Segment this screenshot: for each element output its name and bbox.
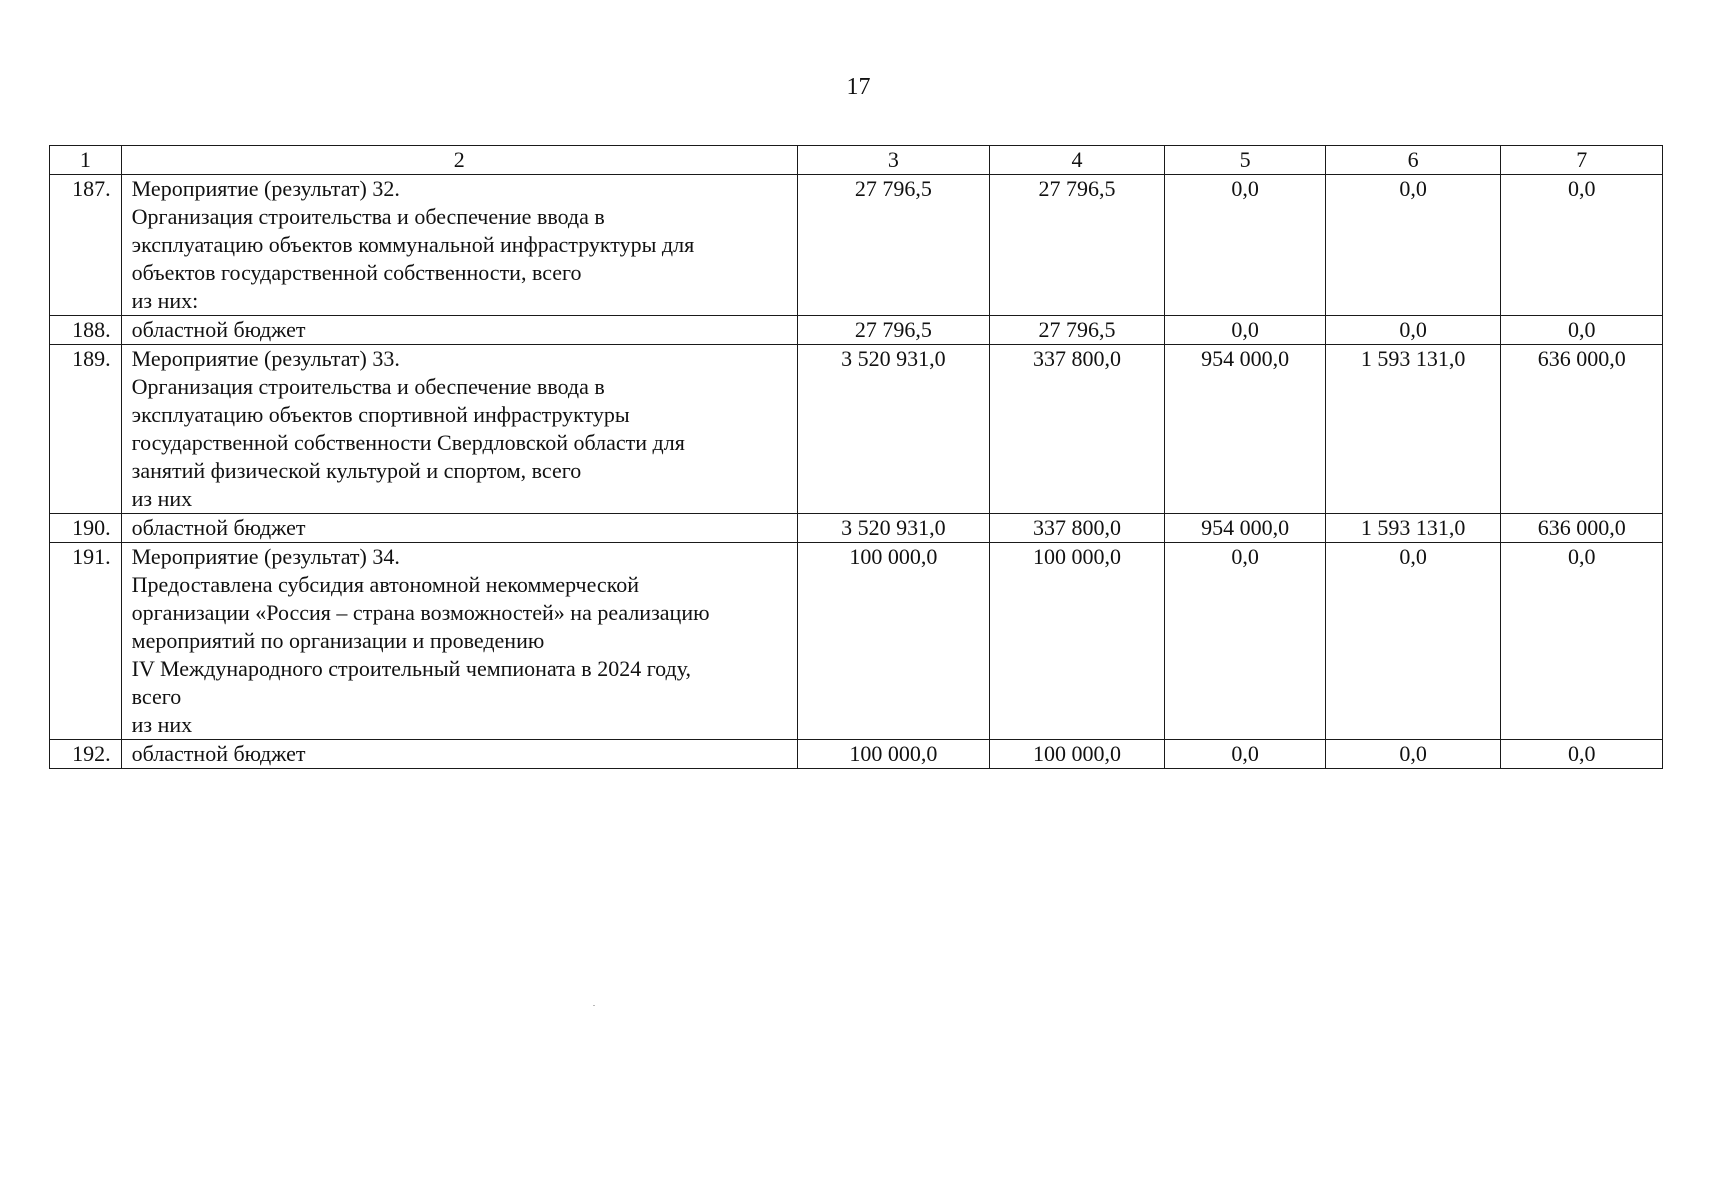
row-number: 188.	[50, 316, 122, 345]
column-header-6: 6	[1325, 146, 1501, 175]
description-line: областной бюджет	[131, 317, 306, 342]
budget-table	[49, 145, 1663, 769]
column-header-2: 2	[121, 146, 797, 175]
row-description	[121, 514, 797, 543]
description-line: из них	[131, 712, 193, 737]
row-number: 190.	[50, 514, 122, 543]
table-row	[50, 514, 1663, 543]
value-col-7: 0,0	[1501, 543, 1663, 740]
table-row	[50, 543, 1663, 740]
column-header-3: 3	[797, 146, 989, 175]
value-col-4: 27 796,5	[989, 175, 1165, 316]
value-col-5: 0,0	[1165, 175, 1325, 316]
value-col-6: 0,0	[1325, 740, 1501, 769]
value-col-4: 100 000,0	[989, 740, 1165, 769]
description-line: Организация строительства и обеспечение ввода в	[131, 374, 605, 399]
column-header-1: 1	[50, 146, 122, 175]
value-col-7: 0,0	[1501, 740, 1663, 769]
table-row	[50, 316, 1663, 345]
value-col-3: 27 796,5	[797, 175, 989, 316]
column-header-4: 4	[989, 146, 1165, 175]
description-line: Мероприятие (результат) 34.	[131, 544, 400, 569]
description-line: Организация строительства и обеспечение ввода в	[131, 204, 605, 229]
description-line: эксплуатацию объектов спортивной инфраструктуры	[131, 402, 630, 427]
value-col-6: 0,0	[1325, 543, 1501, 740]
description-line: Мероприятие (результат) 32.	[131, 176, 400, 201]
description-line: всего	[131, 684, 182, 709]
description-line: Предоставлена субсидия автономной некоммерческой	[131, 572, 640, 597]
page-number: 17	[846, 74, 871, 100]
description-line: организации «Россия – страна возможностей» на реализацию	[131, 600, 710, 625]
value-col-7: 0,0	[1501, 316, 1663, 345]
value-col-6: 0,0	[1325, 175, 1501, 316]
value-col-4: 100 000,0	[989, 543, 1165, 740]
scan-artifact	[593, 1005, 595, 1006]
value-col-3: 3 520 931,0	[797, 345, 989, 514]
value-col-7: 0,0	[1501, 175, 1663, 316]
table-header-row	[50, 146, 1663, 175]
column-header-5: 5	[1165, 146, 1325, 175]
value-col-5: 0,0	[1165, 316, 1325, 345]
description-line: государственной собственности Свердловской области для	[131, 430, 685, 455]
description-line: Мероприятие (результат) 33.	[131, 346, 400, 371]
row-description	[121, 740, 797, 769]
value-col-6: 1 593 131,0	[1325, 345, 1501, 514]
description-line: эксплуатацию объектов коммунальной инфраструктуры для	[131, 232, 695, 257]
row-number: 187.	[50, 175, 122, 316]
value-col-5: 0,0	[1165, 740, 1325, 769]
row-description	[121, 345, 797, 514]
table-row	[50, 175, 1663, 316]
value-col-3: 100 000,0	[797, 543, 989, 740]
row-description	[121, 543, 797, 740]
table-row	[50, 740, 1663, 769]
description-line: занятий физической культурой и спортом, всего	[131, 458, 582, 483]
column-header-7: 7	[1501, 146, 1663, 175]
value-col-7: 636 000,0	[1501, 514, 1663, 543]
description-line: из них:	[131, 288, 199, 313]
table-row	[50, 345, 1663, 514]
value-col-3: 100 000,0	[797, 740, 989, 769]
value-col-5: 954 000,0	[1165, 345, 1325, 514]
value-col-3: 3 520 931,0	[797, 514, 989, 543]
row-number: 189.	[50, 345, 122, 514]
row-number: 192.	[50, 740, 122, 769]
value-col-5: 954 000,0	[1165, 514, 1325, 543]
description-line: мероприятий по организации и проведению	[131, 628, 545, 653]
value-col-6: 0,0	[1325, 316, 1501, 345]
value-col-3: 27 796,5	[797, 316, 989, 345]
value-col-4: 27 796,5	[989, 316, 1165, 345]
value-col-4: 337 800,0	[989, 345, 1165, 514]
value-col-7: 636 000,0	[1501, 345, 1663, 514]
value-col-4: 337 800,0	[989, 514, 1165, 543]
row-number: 191.	[50, 543, 122, 740]
row-description	[121, 316, 797, 345]
description-line: объектов государственной собственности, всего	[131, 260, 582, 285]
description-line: IV Международного строительный чемпионата в 2024 году,	[131, 656, 692, 681]
value-col-6: 1 593 131,0	[1325, 514, 1501, 543]
description-line: областной бюджет	[131, 741, 306, 766]
description-line: областной бюджет	[131, 515, 306, 540]
description-line: из них	[131, 486, 193, 511]
row-description	[121, 175, 797, 316]
value-col-5: 0,0	[1165, 543, 1325, 740]
